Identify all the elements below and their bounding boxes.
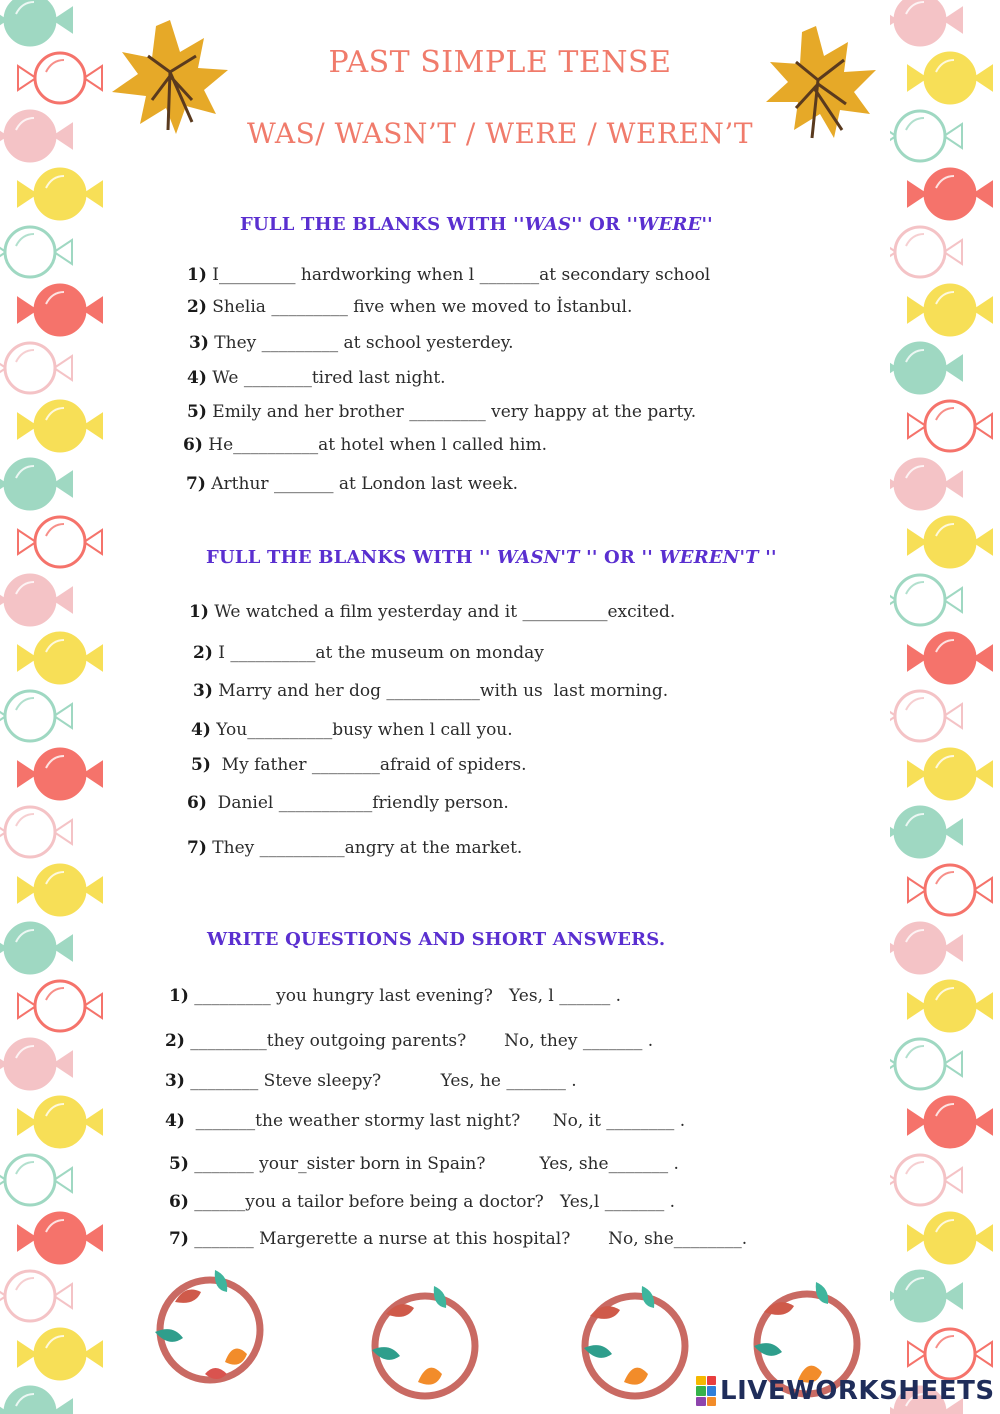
section2-item: 2) I __________at the museum on monday: [193, 643, 544, 663]
candy-icon: [18, 517, 102, 567]
candy-icon: [0, 0, 72, 45]
candy-icon: [890, 1271, 962, 1321]
candy-icon: [18, 981, 102, 1031]
section3-item: 6) ______you a tailor before being a doctor? Yes,l _______ .: [169, 1192, 676, 1212]
candy-icon: [890, 807, 962, 857]
section2-item: 5) My father ________afraid of spiders.: [191, 755, 527, 775]
section2-item: 4) You__________busy when l call you.: [191, 720, 513, 740]
section1-item: 1) I_________ hardworking when l _______at secondary school: [187, 265, 711, 285]
candy-icon: [908, 1213, 992, 1263]
candy-icon: [890, 0, 962, 45]
candy-icon: [18, 1097, 102, 1147]
section1-item: 6) He__________at hotel when l called him.: [183, 435, 547, 455]
candy-icon: [0, 1155, 72, 1205]
right-candy-border: [890, 0, 1000, 1414]
candy-icon: [18, 749, 102, 799]
section3-item: 2) _________they outgoing parents? No, they _______ .: [165, 1031, 654, 1051]
candy-icon: [18, 285, 102, 335]
section1-heading: FULL THE BLANKS WITH ''WAS'' OR ''WERE'': [240, 214, 713, 235]
candy-icon: [908, 285, 992, 335]
candy-icon: [908, 633, 992, 683]
section2-item: 3) Marry and her dog ___________with us last morning.: [193, 681, 669, 701]
candy-icon: [890, 343, 962, 393]
section3-item: 1) _________ you hungry last evening? Yes, l ______ .: [169, 986, 622, 1006]
section2-item: 1) We watched a film yesterday and it __________excited.: [189, 602, 676, 622]
candy-icon: [18, 169, 102, 219]
candy-icon: [0, 575, 72, 625]
candy-icon: [0, 923, 72, 973]
candy-icon: [0, 691, 72, 741]
autumn-wreath-icon: [145, 1262, 275, 1392]
liveworksheets-badge-icon: [696, 1376, 716, 1406]
autumn-wreath-icon: [360, 1278, 490, 1408]
candy-icon: [0, 1271, 72, 1321]
page-subtitle: WAS/ WASN’T / WERE / WEREN’T: [246, 117, 753, 150]
candy-icon: [0, 343, 72, 393]
candy-icon: [0, 1039, 72, 1089]
section1-item: 5) Emily and her brother _________ very happy at the party.: [187, 402, 697, 422]
candy-icon: [908, 1329, 992, 1379]
candy-icon: [890, 1039, 962, 1089]
candy-icon: [18, 1329, 102, 1379]
candy-icon: [18, 633, 102, 683]
left-candy-border: [0, 0, 110, 1414]
section1-item: 7) Arthur _______ at London last week.: [186, 474, 519, 494]
candy-icon: [0, 227, 72, 277]
section1-item: 4) We ________tired last night.: [187, 368, 446, 388]
candy-icon: [18, 865, 102, 915]
section2-heading: FULL THE BLANKS WITH '' WASN'T '' OR '' WEREN'T '': [206, 547, 777, 568]
candy-icon: [0, 807, 72, 857]
section2-item: 7) They __________angry at the market.: [187, 838, 523, 858]
section3-item: 4) _______the weather stormy last night? No, it ________ .: [165, 1111, 686, 1131]
candy-icon: [18, 1213, 102, 1263]
candy-icon: [890, 459, 962, 509]
candy-icon: [908, 1097, 992, 1147]
candy-icon: [908, 865, 992, 915]
candy-icon: [890, 227, 962, 277]
section3-item: 7) _______ Margerette a nurse at this hospital? No, she________.: [169, 1229, 748, 1249]
section1-item: 3) They _________ at school yesterdey.: [189, 333, 514, 353]
candy-icon: [890, 691, 962, 741]
page-title: PAST SIMPLE TENSE: [328, 45, 672, 80]
candy-icon: [908, 517, 992, 567]
section3-item: 3) ________ Steve sleepy? Yes, he _______ .: [165, 1071, 577, 1091]
liveworksheets-logo: [696, 1376, 995, 1406]
candy-icon: [908, 169, 992, 219]
section3-item: 5) _______ your_sister born in Spain? Yes, she_______ .: [169, 1154, 679, 1174]
candy-icon: [908, 981, 992, 1031]
candy-icon: [18, 401, 102, 451]
candy-icon: [890, 1155, 962, 1205]
candy-icon: [890, 575, 962, 625]
candy-icon: [0, 459, 72, 509]
autumn-wreath-icon: [570, 1278, 700, 1408]
section3-heading: WRITE QUESTIONS AND SHORT ANSWERS.: [207, 929, 666, 950]
section2-item: 6) Daniel ___________friendly person.: [187, 793, 509, 813]
candy-icon: [908, 749, 992, 799]
liveworksheets-brand-text: LIVEWORKSHEETS: [720, 1376, 995, 1406]
section1-item: 2) Shelia _________ five when we moved to İstanbul.: [187, 297, 633, 317]
candy-icon: [0, 1387, 72, 1414]
candy-icon: [890, 923, 962, 973]
candy-icon: [908, 401, 992, 451]
